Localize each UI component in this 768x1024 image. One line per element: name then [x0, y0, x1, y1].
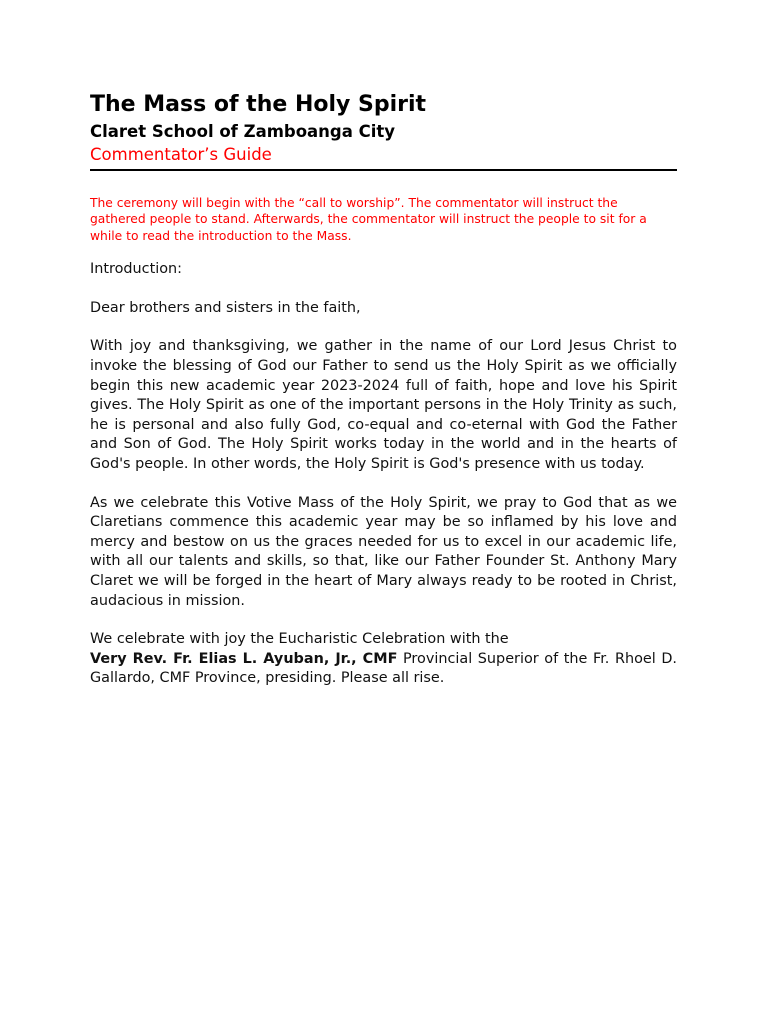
presider-name: Very Rev. Fr. Elias L. Ayuban, Jr., CMF: [90, 650, 398, 667]
introduction-paragraph-1: With joy and thanksgiving, we gather in the name of our Lord Jesus Christ to invoke the blessing of God our Father to send us the Holy Spirit as we officially begin this new academic year 2023-2024 full of faith, hope and love his Spirit gives. The Holy Spirit as one of the important persons in the Holy Trinity as such, he is personal and also fully God, co-equal and co-eternal with God the Father and Son of God. The Holy Spirit works today in the world and in the hearts of God's people. In other words, the Holy Spirit is God's presence with us today.: [90, 338, 677, 472]
school-name: Claret School of Zamboanga City: [90, 122, 396, 141]
header-divider: [90, 169, 677, 171]
introduction-paragraph-3: [90, 630, 677, 689]
paragraph-3-lead: We celebrate with joy the Eucharistic Celebration with the: [90, 631, 509, 648]
ceremony-instruction: The ceremony will begin with the “call to worship”. The commentator will instruct the gathered people to stand. Afterwards, the commentator will instruct the people to sit for a while to read the introduction to the Mass.: [90, 196, 647, 243]
introduction-label: Introduction:: [90, 261, 182, 278]
guide-label: Commentator’s Guide: [90, 145, 272, 164]
paragraph-3-body: [90, 650, 677, 689]
paragraph-3-rest: Provincial Superior of the Fr. Rhoel D. Gallardo, CMF Province, presiding. Please all rise.: [90, 650, 677, 687]
introduction-paragraph-2: As we celebrate this Votive Mass of the Holy Spirit, we pray to God that as we Claretians commence this academic year may be so inflamed by his love and mercy and bestow on us the graces needed for us to excel in our academic life, with all our talents and skills, so that, like our Father Founder St. Anthony Mary Claret we will be forged in the heart of Mary always ready to be rooted in Christ, audacious in mission.: [90, 494, 677, 609]
document-page: [90, 90, 677, 689]
greeting-line: Dear brothers and sisters in the faith,: [90, 299, 361, 316]
document-title: The Mass of the Holy Spirit: [90, 92, 427, 117]
